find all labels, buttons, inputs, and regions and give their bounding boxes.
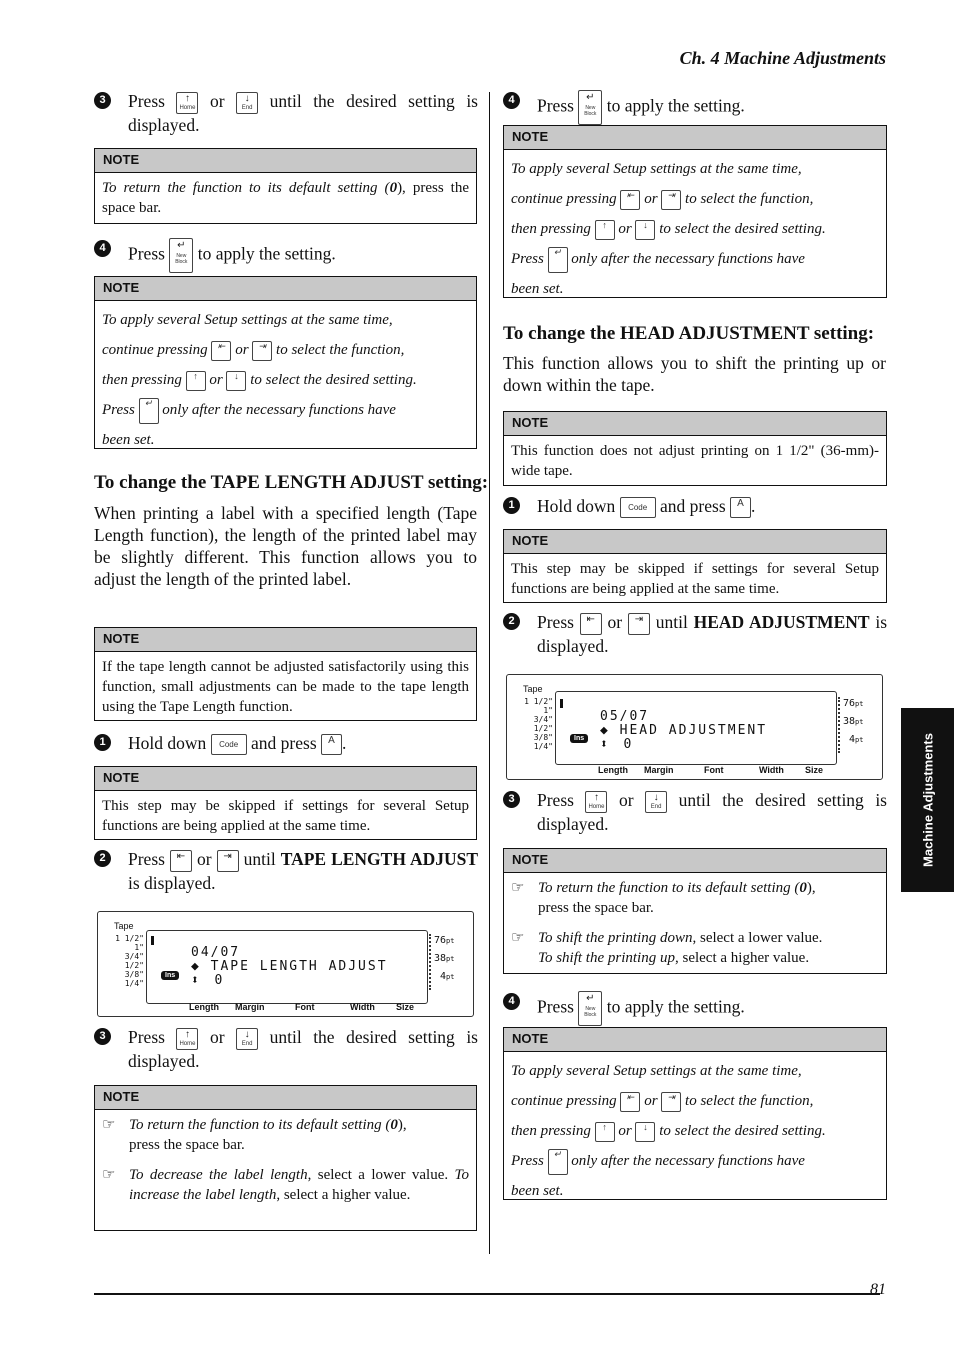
footer-rule (94, 1293, 880, 1295)
home-up-key-icon: ↑ (595, 1122, 615, 1142)
step-1-right: 1 Hold down Code and press A . (503, 495, 887, 518)
note-several-settings-bottom: NOTE To apply several Setup settings at the same time, continue pressing ⇤ or ⇥ to select the function, then pressing ↑ or ↓ to select the desired setting. Press ↵ only after the necessary functions have been set. (503, 1027, 887, 1200)
intro-tape-length: When printing a label with a specified length (Tape Length function), the length of the printed label may be slightly different. This function allows you to adjust the length of the printed label. (94, 503, 477, 589)
note-wide-tape: NOTE This function does not adjust printing on 1 1/2" (36-mm)-wide tape. (503, 411, 887, 486)
tape-sizes: 1 1/2" 1" 3/4" 1/2" 3/8" 1/4" (524, 697, 553, 751)
note-skip-step-left: NOTE This step may be skipped if settings for several Setup functions are being applied at the same time. (94, 766, 477, 840)
right-key-icon: ⇥ (252, 341, 272, 361)
note-several-settings: NOTE To apply several Setup settings at the same time, continue pressing ⇤ or ⇥ to select the function, then pressing ↑ or ↓ to select the desired setting. Press ↵ only after the necessary functions have been set. (94, 276, 477, 449)
a-key-icon: A (730, 497, 751, 518)
home-up-key-icon: ↑ Home (176, 1028, 198, 1050)
step-4-top-left: 4 Press ↵ New Block to apply the setting. (94, 238, 478, 273)
step-4-bottom-right: 4 Press ↵ New Block to apply the setting. (503, 991, 887, 1026)
code-key-icon: Code (211, 734, 247, 755)
lcd-display-tape-length: Tape 1 1/2" 1" 3/4" 1/2" 3/8" 1/4" 04/07 ◆ TAPE LENGTH ADJUST ⬍ 0 Ins 76pt 38pt 4pt Length Margin Font Width Size (97, 911, 474, 1017)
left-key-icon: ⇤ (170, 850, 192, 872)
step-2-right: 2 Press ⇤ or ⇥ until HEAD ADJUSTMENT is displayed. (503, 611, 887, 658)
end-down-key-icon: ↓ (226, 371, 246, 391)
side-tab (901, 708, 954, 892)
home-up-key-icon: ↑ Home (585, 791, 607, 813)
side-tab-label: Machine Adjustments (920, 733, 935, 867)
new-block-key-icon: ↵ (139, 398, 159, 424)
home-up-key-icon: ↑ (595, 220, 615, 240)
end-down-key-icon: ↓ End (645, 791, 667, 813)
tape-sizes: 1 1/2" 1" 3/4" 1/2" 3/8" 1/4" (115, 934, 144, 988)
pointing-hand-icon: ☞ (511, 880, 525, 896)
end-down-key-icon: ↓ (635, 220, 655, 240)
step-3-right: 3 Press ↑ Home or ↓ End until the desired setting is displayed. (503, 789, 887, 836)
note-several-settings-right: NOTE To apply several Setup settings at the same time, continue pressing ⇤ or ⇥ to select the function, then pressing ↑ or ↓ to select the desired setting. Press ↵ only after the necessary functions have been set. (503, 125, 887, 298)
right-key-icon: ⇥ (217, 850, 239, 872)
new-block-key-icon: ↵ New Block (169, 238, 193, 273)
new-block-key-icon: ↵ New Block (578, 991, 602, 1026)
pointing-hand-icon: ☞ (102, 1117, 116, 1133)
a-key-icon: A (321, 734, 342, 755)
note-head-adjust-values: NOTE ☞ To return the function to its default setting (0), press the space bar. ☞ To shift the printing down, select a lower value. To shift the printing up, select a higher value. (503, 848, 887, 974)
end-down-key-icon: ↓ End (236, 1028, 258, 1050)
code-key-icon: Code (620, 497, 656, 518)
right-key-icon: ⇥ (661, 1092, 681, 1112)
step-1-left: 1 Hold down Code and press A . (94, 732, 478, 755)
end-down-key-icon: ↓ (635, 1122, 655, 1142)
left-key-icon: ⇤ (620, 190, 640, 210)
heading-head-adjustment: To change the HEAD ADJUSTMENT setting: (503, 323, 875, 344)
intro-head-adjustment: This function allows you to shift the printing up or down within the tape. (503, 353, 886, 395)
right-key-icon: ⇥ (661, 190, 681, 210)
step-number: 3 (94, 92, 111, 109)
note-skip-step-right: NOTE This step may be skipped if settings for several Setup functions are being applied at the same time. (503, 529, 887, 603)
step-4-top-right: 4 Press ↵ New Block to apply the setting. (503, 90, 887, 125)
note-label-length-values: NOTE ☞ To return the function to its default setting (0), press the space bar. ☞ To decrease the label length, select a lower value. To increase the label length, select a higher value. (94, 1085, 477, 1231)
page-number: 81 (870, 1281, 886, 1298)
pointing-hand-icon: ☞ (102, 1167, 116, 1183)
new-block-key-icon: ↵ (548, 1149, 568, 1175)
step-3-top-left: 3 Press ↑ Home or ↓ End until the desired setting is displayed. (94, 90, 478, 137)
home-up-key-icon: ↑ (186, 371, 206, 391)
new-block-key-icon: ↵ (548, 247, 568, 273)
home-up-key-icon: ↑ Home (176, 92, 198, 114)
step-2-left: 2 Press ⇤ or ⇥ until TAPE LENGTH ADJUST is displayed. (94, 848, 478, 895)
right-key-icon: ⇥ (628, 613, 650, 635)
note-tape-length-fallback: NOTE If the tape length cannot be adjusted satisfactorily using this function, small adjustments can be made to the tape length using the Tape Length function. (94, 627, 477, 721)
step-3-bottom-left: 3 Press ↑ Home or ↓ End until the desired setting is displayed. (94, 1026, 478, 1073)
heading-tape-length-adjust: To change the TAPE LENGTH ADJUST setting: (94, 472, 489, 493)
left-key-icon: ⇤ (620, 1092, 640, 1112)
note-default-setting: NOTE To return the function to its default setting (0), press the space bar. (94, 148, 477, 224)
lcd-display-head-adjustment: Tape 1 1/2" 1" 3/4" 1/2" 3/8" 1/4" 05/07 ◆ HEAD ADJUSTMENT ⬍ 0 Ins 76pt 38pt 4pt Length Margin Font Width Size (506, 674, 883, 780)
chapter-header: Ch. 4 Machine Adjustments (679, 48, 886, 68)
left-key-icon: ⇤ (580, 613, 602, 635)
left-key-icon: ⇤ (211, 341, 231, 361)
new-block-key-icon: ↵ New Block (578, 90, 602, 125)
end-down-key-icon: ↓ End (236, 92, 258, 114)
column-divider (489, 92, 490, 1254)
pointing-hand-icon: ☞ (511, 930, 525, 946)
